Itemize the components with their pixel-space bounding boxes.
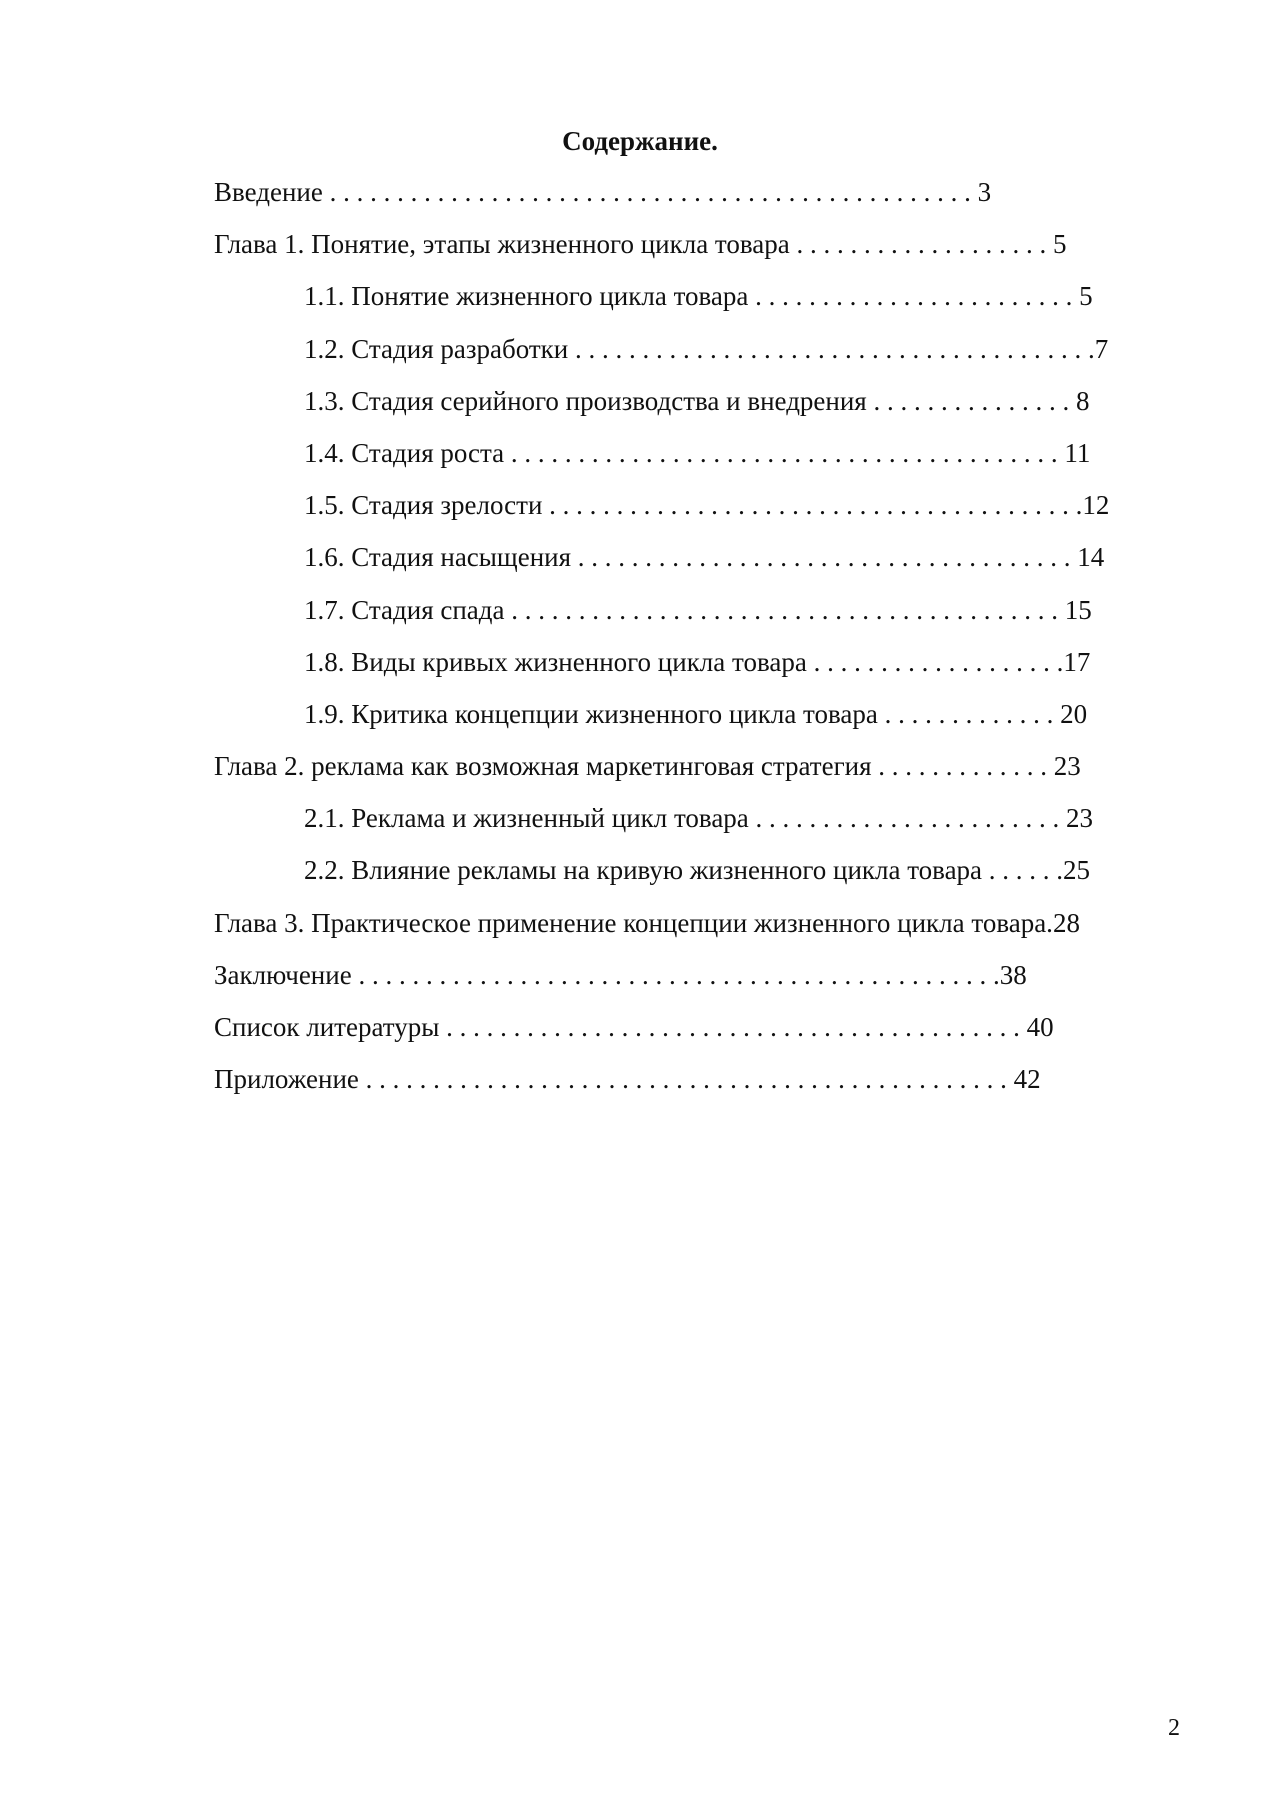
toc-entry-page-number: 11	[1064, 437, 1091, 468]
toc-entry	[214, 1061, 1194, 1113]
toc-entry-leader-dots: . . . . . . . . . . . . . . . . . . . . . . . .	[748, 281, 1080, 312]
toc-entry-page-number: 38	[999, 959, 1027, 990]
toc-entry-label: 1.1. Понятие жизненного цикла товара	[304, 281, 749, 312]
toc-entry	[214, 592, 1194, 644]
toc-entry-page-number: 3	[977, 177, 992, 207]
toc-entry-label: Глава 1. Понятие, этапы жизненного цикла товара	[214, 229, 790, 260]
toc-entry-page-number: 23	[1066, 803, 1094, 834]
toc-entry	[214, 435, 1194, 487]
toc-entry	[214, 174, 1194, 226]
toc-entry-leader-dots: . . . . . . . . . . . . . . . . . . . . . . . . . . . . . . . . . . . . . . . . .	[504, 437, 1065, 468]
toc-entry	[214, 226, 1194, 278]
toc-entry-leader-dots: . . . . . . . . . . . . . . . . . . . . . . . . . . . . . . . . . . . . . . . . . . . . . . . .	[358, 1064, 1014, 1095]
toc-entry-label: 1.6. Стадия насыщения	[304, 542, 572, 573]
toc-entry-page-number: 28	[1052, 907, 1080, 938]
toc-entry-label: Приложение	[214, 1064, 359, 1095]
toc-entry-leader-dots: . . . . . . . . . . . . . . . . . . .	[789, 229, 1053, 260]
page-title: Содержание.	[562, 126, 718, 156]
toc-entry	[214, 905, 1194, 957]
toc-entry-page-number: 23	[1053, 751, 1081, 782]
toc-entry-label: Введение	[214, 177, 323, 207]
toc-entry-leader-dots: . . . . . . . . . . . . . . . . . . . . . . . . . . . . . . . . . . . . . . .	[568, 333, 1095, 364]
toc-entry-leader-dots: . . . . . . . . . . . . . . . . . . . . . . . . . . . . . . . . . . . . . . . . . . . . . . . .	[322, 177, 978, 207]
toc-entry	[214, 644, 1194, 696]
toc-entry-label: Глава 3. Практическое применение концепции жизненного цикла товара.	[214, 907, 1053, 938]
toc-entry-page-number: 17	[1063, 646, 1091, 677]
toc-entry-leader-dots: . . . . . . . . . . . . .	[871, 751, 1054, 782]
toc-entry-leader-dots: . . . . . .	[982, 855, 1064, 886]
toc-entry	[214, 278, 1194, 330]
toc-entry	[214, 800, 1194, 852]
toc-entry-leader-dots: . . . . . . . . . . . . . . . . . . . . . . . . . . . . . . . . . . . . . . . . . . . . . . . .	[351, 959, 1000, 990]
toc-entry-leader-dots: . . . . . . . . . . . . . . . . . . . . . . . . . . . . . . . . . . . . . . . . . . .	[439, 1012, 1027, 1042]
toc-entry	[214, 539, 1194, 591]
toc-entry	[214, 1009, 1194, 1061]
toc-entry	[214, 331, 1194, 383]
page-number: 2	[1168, 1715, 1180, 1741]
toc-entry-leader-dots: . . . . . . . . . . . . . . . . . . . . . . . . . . . . . . . . . . . . . . . . .	[504, 594, 1065, 625]
toc-entry-leader-dots: . . . . . . . . . . . . .	[877, 698, 1061, 729]
toc-entry-page-number: 42	[1013, 1064, 1041, 1095]
toc-entry-page-number: 14	[1077, 542, 1105, 573]
toc-entry	[214, 748, 1194, 800]
toc-entry-page-number: 25	[1063, 855, 1091, 886]
toc-entry-label: 1.8. Виды кривых жизненного цикла товара	[304, 646, 807, 677]
toc-entry	[214, 957, 1194, 1009]
toc-entry-label: Заключение	[214, 959, 352, 990]
toc-entry	[214, 383, 1194, 435]
toc-entry-leader-dots: . . . . . . . . . . . . . . . . . . . . . . . . . . . . . . . . . . . . . . . .	[542, 490, 1083, 521]
toc-entry	[214, 852, 1194, 904]
toc-entry	[214, 487, 1194, 539]
toc-entry-label: 1.4. Стадия роста	[304, 437, 505, 468]
toc-entry-label: 1.7. Стадия спада	[304, 594, 505, 625]
toc-entry-label: 1.3. Стадия серийного производства и внедрения	[304, 385, 867, 416]
toc-entry-page-number: 5	[1079, 281, 1093, 312]
toc-entry-label: 1.5. Стадия зрелости	[304, 490, 543, 521]
toc-entry-label: Список литературы	[214, 1012, 440, 1042]
toc-entry-leader-dots: . . . . . . . . . . . . . . . . . . . . . . . . . . . . . . . . . . . . .	[571, 542, 1078, 573]
toc-entry-page-number: 20	[1060, 698, 1088, 729]
toc-entry-page-number: 15	[1064, 594, 1092, 625]
toc-entry-label: Глава 2. реклама как возможная маркетинговая стратегия	[214, 751, 872, 782]
toc-entry-label: 1.9. Критика концепции жизненного цикла товара	[304, 698, 878, 729]
toc-entry-leader-dots: . . . . . . . . . . . . . . . . . . . . . . .	[748, 803, 1067, 834]
toc-entry-label: 1.2. Стадия разработки	[304, 333, 569, 364]
table-of-contents	[214, 174, 1194, 1113]
toc-entry-label: 2.1. Реклама и жизненный цикл товара	[304, 803, 749, 834]
toc-entry-page-number: 40	[1026, 1012, 1054, 1042]
toc-entry-page-number: 5	[1052, 229, 1067, 260]
toc-entry-page-number: 8	[1075, 385, 1090, 416]
toc-entry-label: 2.2. Влияние рекламы на кривую жизненного цикла товара	[304, 855, 983, 886]
toc-entry	[214, 696, 1194, 748]
toc-entry-page-number: 7	[1094, 333, 1109, 364]
toc-entry-leader-dots: . . . . . . . . . . . . . . .	[866, 385, 1076, 416]
toc-entry-leader-dots: . . . . . . . . . . . . . . . . . . .	[806, 646, 1064, 677]
toc-entry-page-number: 12	[1082, 490, 1110, 521]
